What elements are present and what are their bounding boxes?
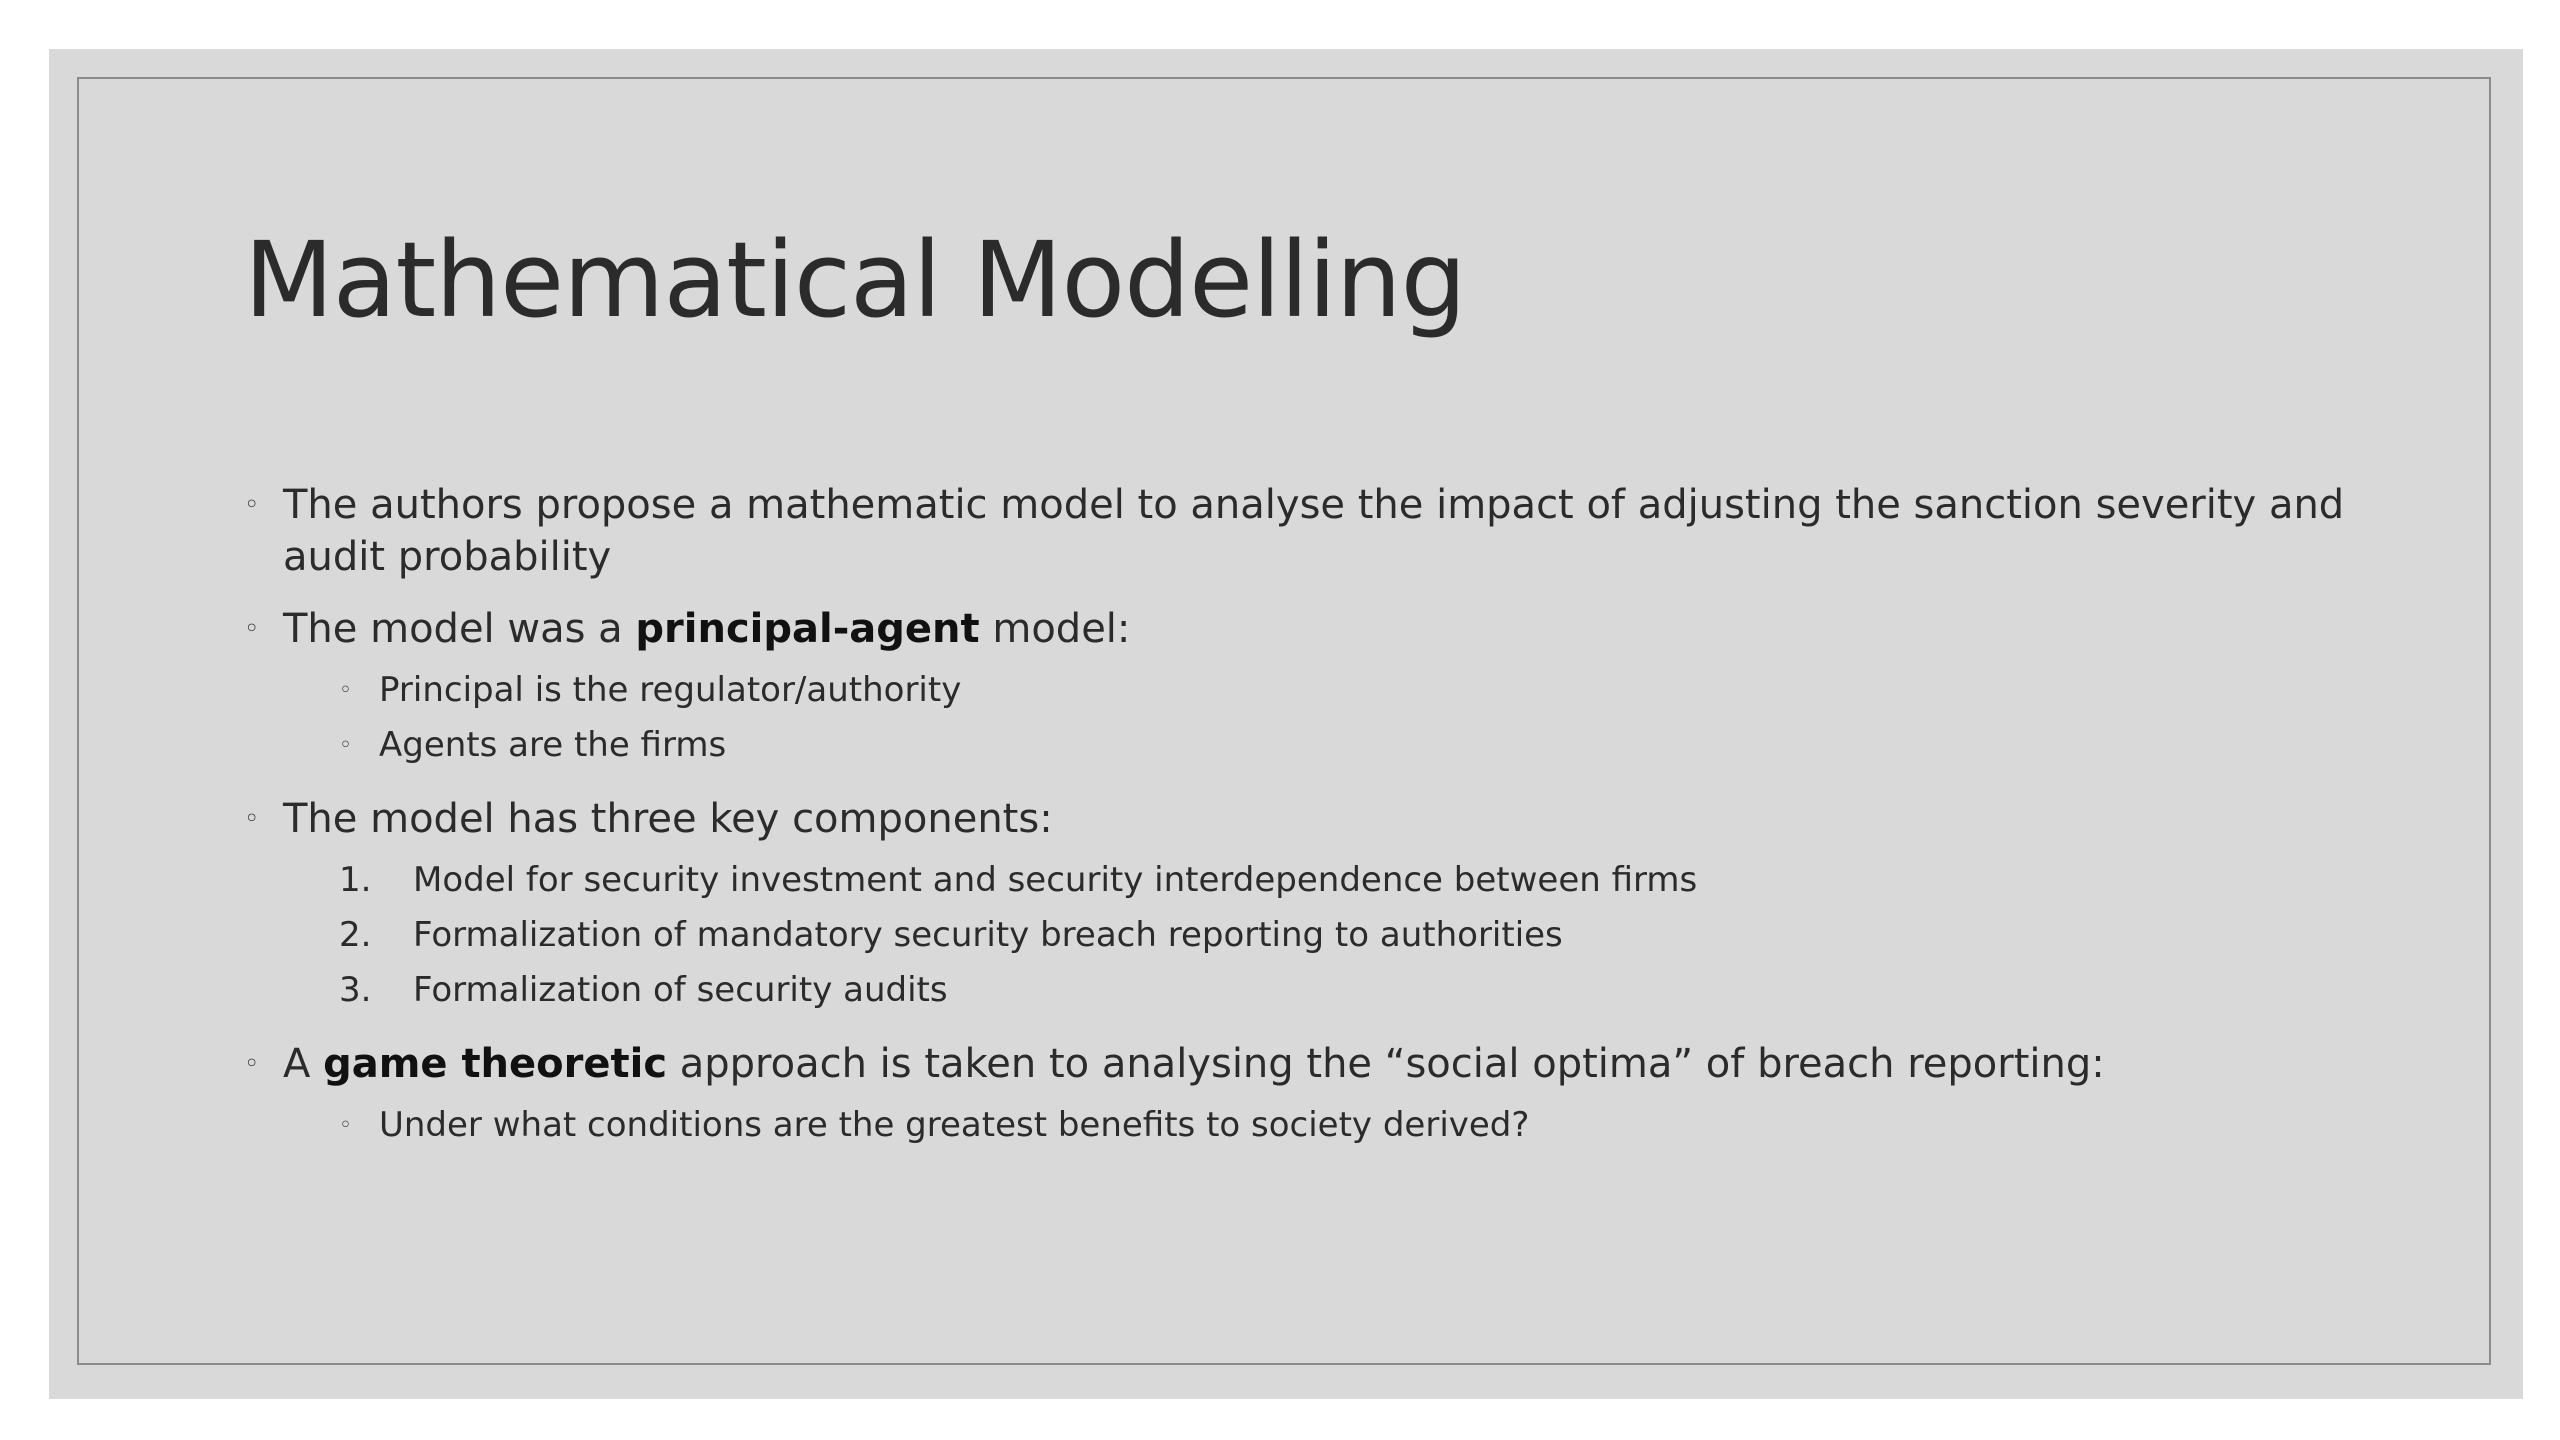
numbered-item-text: Formalization of security audits xyxy=(413,970,948,1010)
numbered-item xyxy=(283,963,2384,1018)
sub-bullet-glyph: ◦ xyxy=(339,733,352,758)
numbered-item xyxy=(283,908,2384,963)
slide xyxy=(49,49,2523,1399)
slide-content xyxy=(244,479,2384,1173)
bullet-text: The authors propose a mathematic model to analyse the impact of adjusting the sanction severity and audit probability xyxy=(283,482,2345,580)
bullet-text: A xyxy=(283,1041,324,1087)
sub-bullet-glyph: ◦ xyxy=(339,678,352,703)
sub-bullet-item xyxy=(283,663,2384,718)
item-number: 2. xyxy=(339,915,372,955)
bullet-item xyxy=(244,1038,2384,1153)
numbered-item-text: Formalization of mandatory security breach reporting to authorities xyxy=(413,915,1563,955)
bullet-text: approach is taken to analysing the “social optima” of breach reporting: xyxy=(667,1041,2105,1087)
bullet-glyph: ◦ xyxy=(244,614,260,644)
numbered-item xyxy=(283,853,2384,908)
slide-title: Mathematical Modelling xyxy=(244,219,1466,341)
sub-bullet-item xyxy=(283,1098,2384,1153)
bullet-bold-text: principal-agent xyxy=(635,606,980,652)
sub-bullet-text: Agents are the firms xyxy=(379,725,727,765)
bullet-glyph: ◦ xyxy=(244,804,260,834)
sub-bullet-list xyxy=(283,1098,2384,1153)
sub-bullet-glyph: ◦ xyxy=(339,1113,352,1138)
item-number: 1. xyxy=(339,860,372,900)
sub-bullet-text: Under what conditions are the greatest benefits to society derived? xyxy=(379,1105,1530,1145)
bullet-item xyxy=(244,603,2384,773)
bullet-text: model: xyxy=(979,606,1131,652)
bullet-bold-text: game theoretic xyxy=(323,1041,668,1087)
numbered-list xyxy=(283,853,2384,1018)
numbered-item-text: Model for security investment and security interdependence between firms xyxy=(413,860,1698,900)
bullet-glyph: ◦ xyxy=(244,1049,260,1079)
bullet-text: The model was a xyxy=(283,606,636,652)
sub-bullet-list xyxy=(283,663,2384,773)
sub-bullet-item xyxy=(283,718,2384,773)
bullet-glyph: ◦ xyxy=(244,490,260,520)
bullet-text: The model has three key components: xyxy=(283,796,1053,842)
bullet-item xyxy=(244,479,2384,583)
item-number: 3. xyxy=(339,970,372,1010)
sub-bullet-text: Principal is the regulator/authority xyxy=(379,670,962,710)
bullet-item xyxy=(244,793,2384,1018)
